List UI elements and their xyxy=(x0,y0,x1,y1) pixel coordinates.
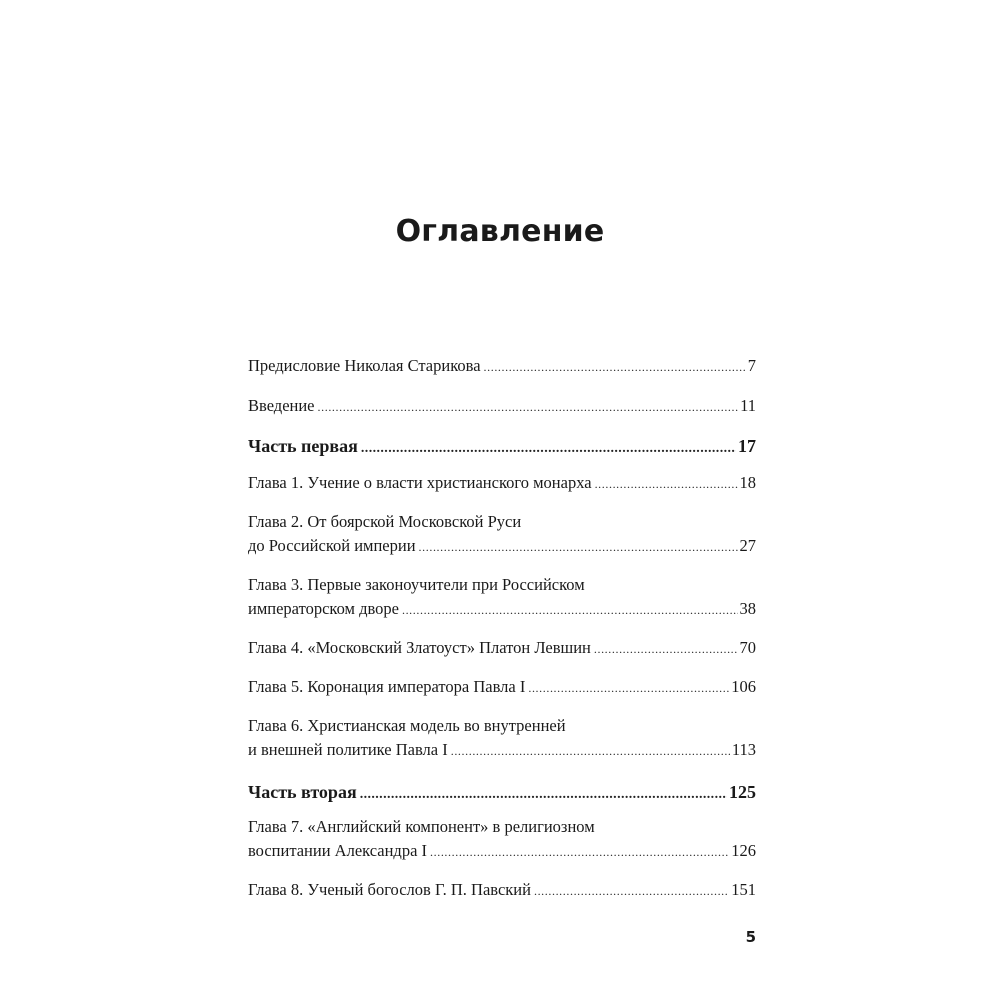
dot-leader xyxy=(484,355,746,379)
dot-leader xyxy=(528,676,729,700)
dot-leader xyxy=(451,739,730,763)
dot-leader xyxy=(534,879,729,903)
dot-leader xyxy=(430,840,729,864)
toc-entry-title-line1: Глава 6. Христианская модель во внутренней xyxy=(248,716,566,735)
toc-entry-title: воспитании Александра I xyxy=(248,841,428,860)
toc-entry-page: 27 xyxy=(739,536,756,555)
toc-entry-title: Глава 8. Ученый богослов Г. П. Павский xyxy=(248,880,531,899)
toc-entry-chapter-8 xyxy=(248,878,756,903)
dot-leader xyxy=(318,395,739,419)
toc-entry-title: Глава 1. Учение о власти христианского монарха xyxy=(248,473,592,492)
page-title: Оглавление xyxy=(395,214,605,249)
toc-entry-page: 151 xyxy=(731,880,756,899)
dot-leader xyxy=(595,472,738,496)
toc-entry-page: 126 xyxy=(731,841,756,860)
toc-entry-chapter-7 xyxy=(248,815,756,864)
toc-entry-chapter-5 xyxy=(248,675,756,700)
toc-entry-page: 113 xyxy=(731,740,756,759)
toc-entry-page: 106 xyxy=(731,677,756,696)
toc-part-title: Часть вторая xyxy=(248,782,357,802)
toc-entry-chapter-3 xyxy=(248,573,756,622)
toc-entry-title: Глава 5. Коронация императора Павла I xyxy=(248,677,526,696)
toc-entry-page: 11 xyxy=(740,396,756,415)
toc-part-title: Часть первая xyxy=(248,436,358,456)
toc-entry-introduction xyxy=(248,394,756,419)
toc-part-page: 17 xyxy=(738,436,756,456)
page-number: 5 xyxy=(745,928,756,946)
toc-entry-chapter-2 xyxy=(248,510,756,559)
toc-entry-title: Предисловие Николая Старикова xyxy=(248,356,481,375)
toc-entry-title: императорском дворе xyxy=(248,599,399,618)
toc-entry-title: до Российской империи xyxy=(248,536,416,555)
toc-entry-preface xyxy=(248,354,756,379)
toc-part-one xyxy=(248,434,756,461)
toc-entry-title: Глава 4. «Московский Златоуст» Платон Левшин xyxy=(248,638,591,657)
toc-entry-page: 38 xyxy=(739,599,756,618)
toc-part-two xyxy=(248,780,756,807)
toc-entry-page: 18 xyxy=(739,473,756,492)
dot-leader xyxy=(594,637,738,661)
dot-leader xyxy=(419,535,738,559)
toc-entry-chapter-1 xyxy=(248,471,756,496)
toc-entry-title-line1: Глава 7. «Английский компонент» в религиозном xyxy=(248,817,595,836)
toc-entry-title: Введение xyxy=(248,396,315,415)
dot-leader xyxy=(360,783,727,807)
toc-entry-chapter-6 xyxy=(248,714,756,763)
toc-entry-page: 7 xyxy=(747,356,756,375)
toc-entry-title: и внешней политике Павла I xyxy=(248,740,448,759)
dot-leader xyxy=(402,598,738,622)
dot-leader xyxy=(361,437,736,461)
toc-entry-title-line1: Глава 2. От боярской Московской Руси xyxy=(248,512,522,531)
toc-entry-chapter-4 xyxy=(248,636,756,661)
toc-entry-title-line1: Глава 3. Первые законоучители при Российском xyxy=(248,575,585,594)
toc-part-page: 125 xyxy=(729,782,756,802)
toc-entry-page: 70 xyxy=(739,638,756,657)
